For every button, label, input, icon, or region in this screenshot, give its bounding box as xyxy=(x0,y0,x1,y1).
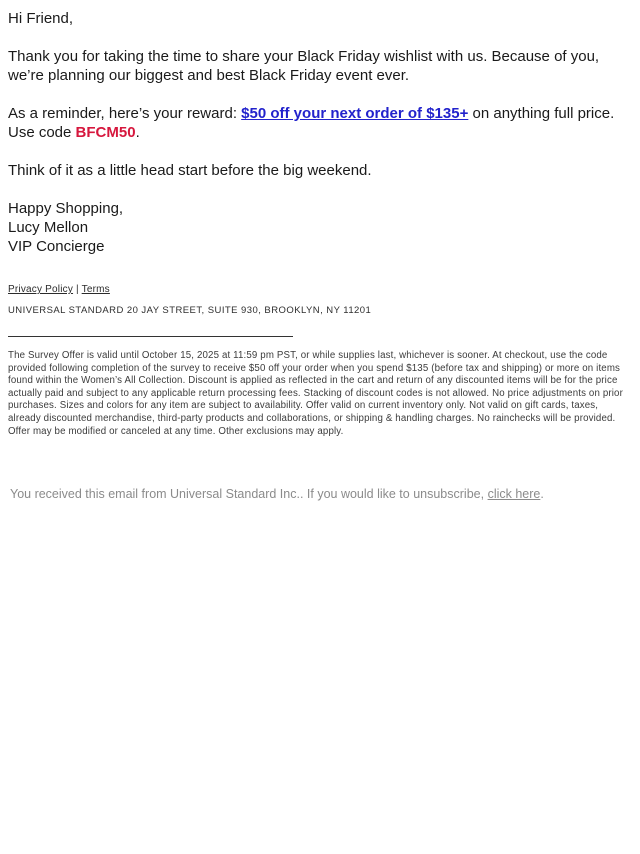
legal-footer xyxy=(8,284,632,438)
fine-print: The Survey Offer is valid until October 15, 2025 at 11:59 pm PST, or while supplies last, whichever is sooner. At checkout, use the code provided following completion of the survey to receive $50 off your order when you spend $135 (before tax and shipping) or more on items found within the Women’s All Collection. Discount is applied as reflected in the cart and return of any discounted items will be for the price actually paid and subject to any applicable return processing fees. Stacking of discount codes is not allowed. No price adjustments on prior purchases. Sizes and colors for any item are subject to availability. Offer valid on current inventory only. Not valid on gift cards, taxes, already discounted merchandise, third-party products and collaborations, or shipping & handling charges. No rainchecks will be provided. Offer may be modified or canceled at any time. Other exclusions may apply. xyxy=(8,350,623,437)
signoff-sender-title: VIP Concierge xyxy=(8,238,105,255)
signoff-closing: Happy Shopping, xyxy=(8,200,124,217)
unsubscribe-note xyxy=(8,487,632,502)
unsubscribe-link[interactable]: click here xyxy=(487,487,541,502)
reward-text-prefix: As a reminder, here’s your reward: xyxy=(8,105,242,122)
unsubscribe-text-suffix: . xyxy=(540,487,544,502)
reward-offer-link[interactable]: $50 off your next order of $135+ xyxy=(241,105,469,122)
legal-links-row xyxy=(8,284,632,296)
promo-code: BFCM50 xyxy=(75,124,136,141)
reward-paragraph xyxy=(8,104,632,142)
reward-text-suffix: . xyxy=(135,124,140,141)
unsubscribe-text-prefix: You received this email from Universal Standard Inc.. If you would like to unsubscribe, xyxy=(10,487,488,502)
intro-paragraph: Thank you for taking the time to share your Black Friday wishlist with us. Because of you, we’re planning our biggest and best Black Friday event ever. xyxy=(8,48,600,84)
email-body xyxy=(8,9,632,256)
terms-link[interactable]: Terms xyxy=(81,284,110,295)
company-address: UNIVERSAL STANDARD 20 JAY STREET, SUITE 930, BROOKLYN, NY 11201 xyxy=(8,305,372,316)
reward-text-middle: on anything full price. Use code xyxy=(8,105,615,141)
signoff-sender-name: Lucy Mellon xyxy=(8,219,89,236)
divider-line xyxy=(8,336,293,337)
privacy-policy-link[interactable]: Privacy Policy xyxy=(8,284,74,295)
signoff-block xyxy=(8,199,632,256)
head-start-paragraph: Think of it as a little head start before the big weekend. xyxy=(8,162,372,179)
greeting: Hi Friend, xyxy=(8,10,74,27)
links-separator: | xyxy=(76,284,79,295)
